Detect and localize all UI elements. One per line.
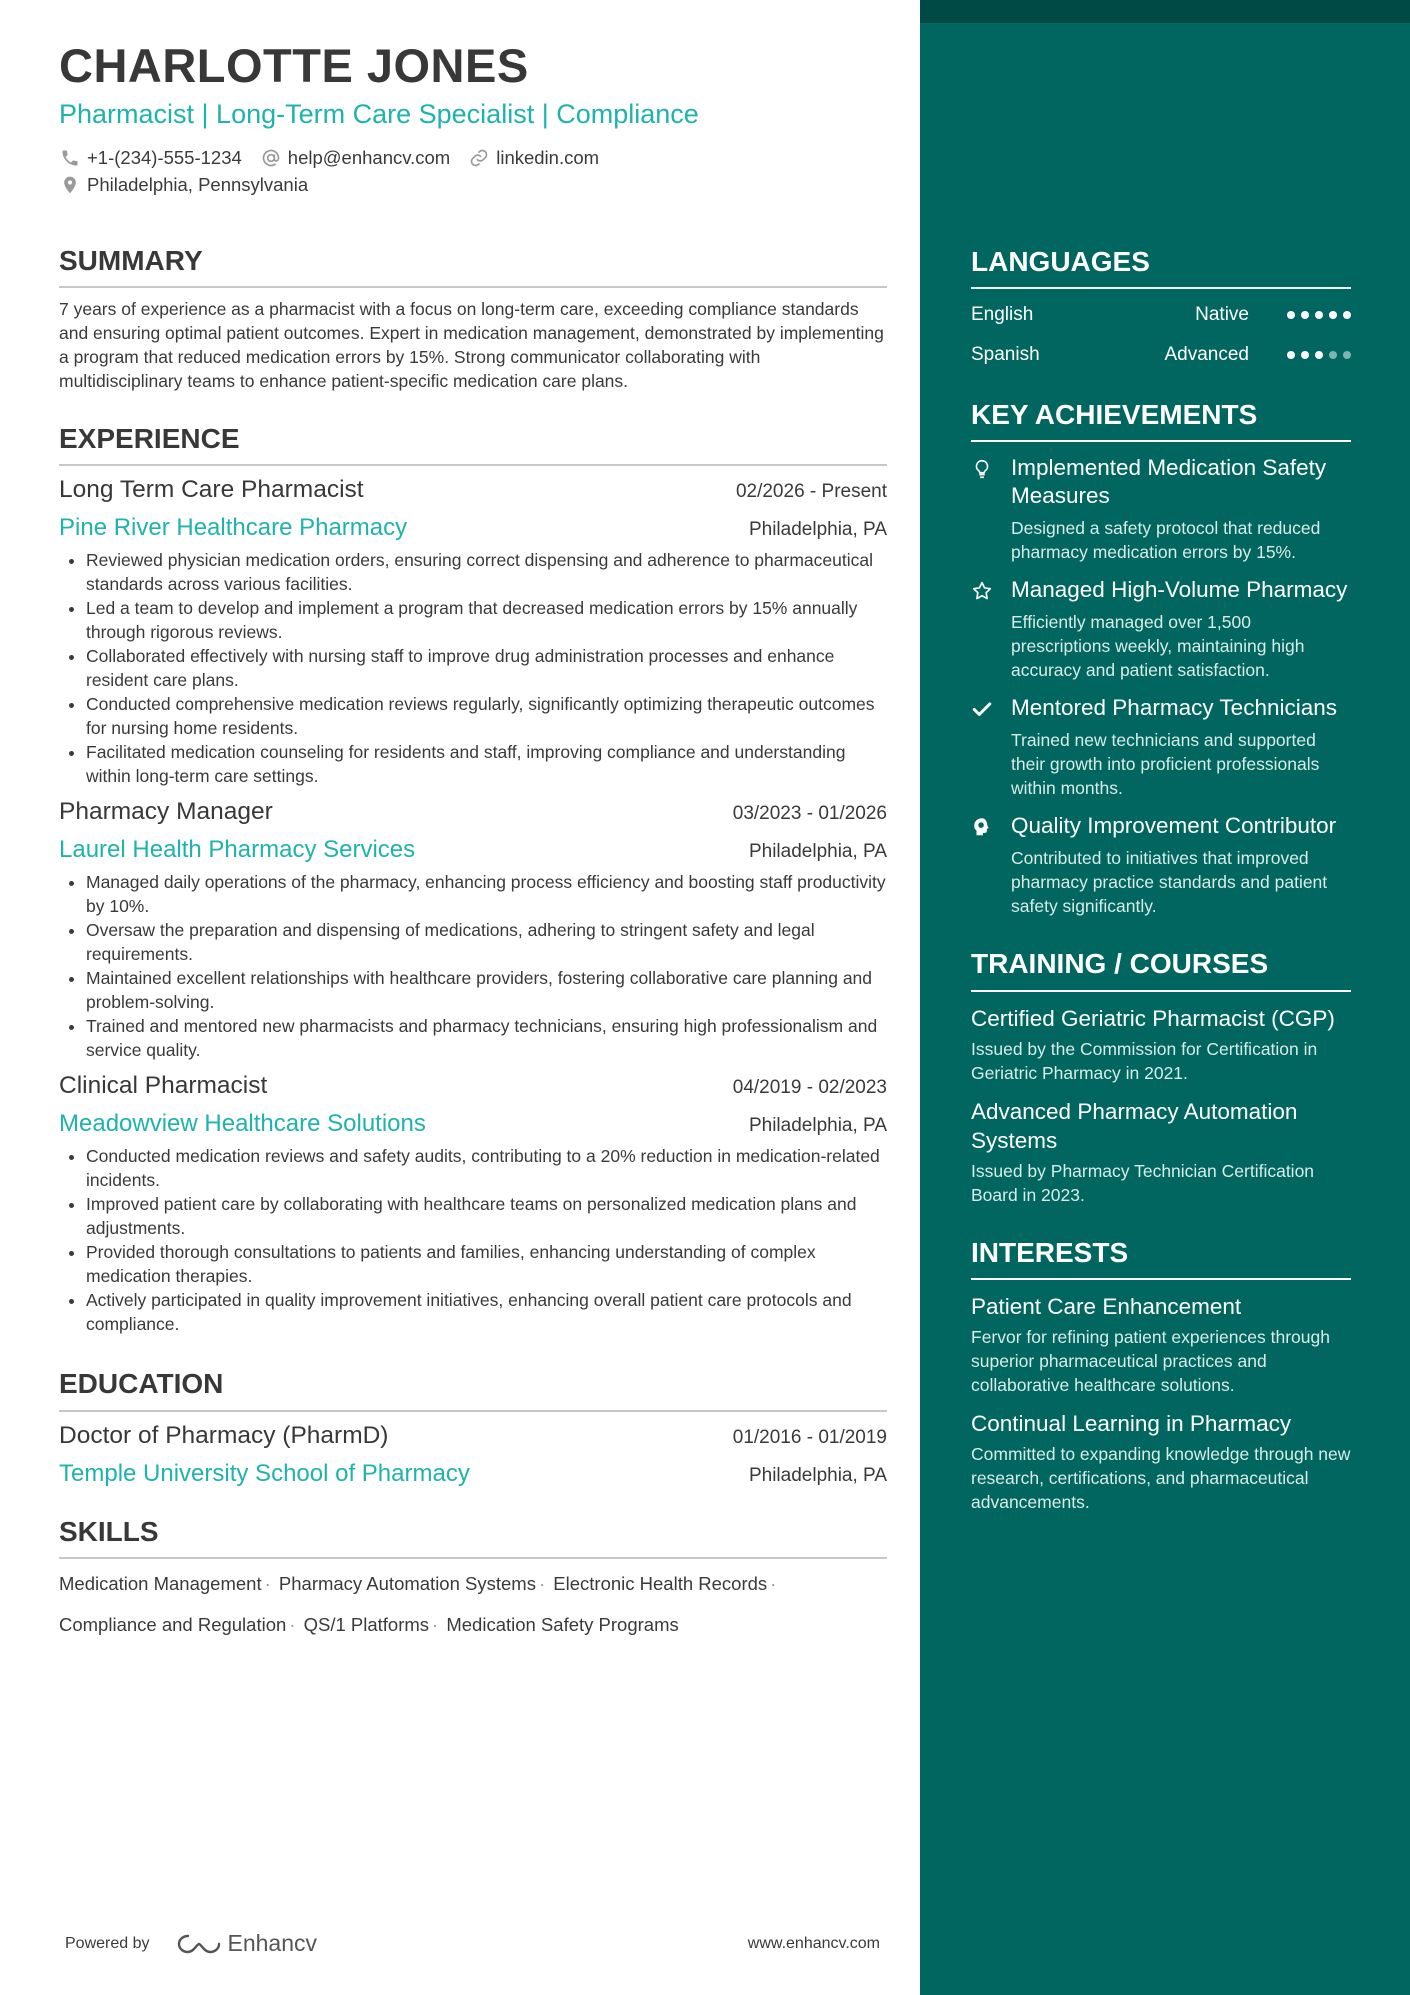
job-location: Philadelphia, PA [748, 519, 887, 541]
brain-icon [971, 812, 1011, 918]
interests-title: INTERESTS [971, 1237, 1351, 1280]
languages-title: LANGUAGES [971, 246, 1351, 289]
skill-item: Medication Management [59, 1572, 262, 1594]
bullet-item: • Maintained excellent relationships with healthcare providers, fostering collaborative care planning and problem-solving. [86, 966, 887, 1014]
language-rating [1281, 351, 1351, 359]
interest-item [971, 1409, 1351, 1514]
achievements-title: KEY ACHIEVEMENTS [971, 399, 1351, 442]
achievement-item [971, 454, 1351, 564]
job-entry [59, 798, 887, 1062]
course-item [971, 1097, 1351, 1207]
experience-title: EXPERIENCE [59, 423, 887, 466]
brand-name: Enhancv [227, 1930, 318, 1956]
bullet-item: • Actively participated in quality improvement initiatives, enhancing overall patient care protocols and compliance. [86, 1288, 887, 1336]
job-date: 02/2026 - Present [735, 481, 887, 503]
powered-by-text: Powered by [65, 1934, 150, 1952]
achievement-item [971, 694, 1351, 800]
interest-desc: Fervor for refining patient experiences through superior pharmaceutical practices and collaborative healthcare solutions. [971, 1326, 1330, 1395]
job-title: Clinical Pharmacist [59, 1072, 268, 1100]
course-title: Advanced Pharmacy Automation Systems [971, 1098, 1298, 1153]
bullet-item: • Reviewed physician medication orders, ensuring correct dispensing and adherence to pharmaceutical standards across various facilities. [86, 548, 887, 596]
job-bullets [59, 1144, 887, 1336]
rating-dot [1287, 311, 1295, 319]
footer [65, 1930, 880, 1957]
achievement-item [971, 576, 1351, 682]
linkedin-text: linkedin.com [496, 146, 600, 168]
education-entry [59, 1422, 887, 1488]
location-text: Philadelphia, Pennsylvania [87, 173, 309, 195]
training-title: TRAINING / COURSES [971, 948, 1351, 991]
course-title: Certified Geriatric Pharmacist (CGP) [971, 1005, 1335, 1031]
bullet-item: • Conducted medication reviews and safety audits, contributing to a 20% reduction in medication-related incidents. [86, 1144, 887, 1192]
location-pin-icon [59, 174, 81, 196]
summary-title: SUMMARY [59, 245, 887, 288]
at-icon [260, 147, 282, 169]
language-level: Native [1195, 304, 1249, 326]
bullet-item: • Improved patient care by collaborating with healthcare teams on personalized medication plans and adjustments. [86, 1192, 887, 1240]
achievement-title: Managed High-Volume Pharmacy [1011, 577, 1348, 603]
link-icon [468, 147, 490, 169]
job-company: Laurel Health Pharmacy Services [59, 836, 416, 864]
course-item [971, 1004, 1351, 1085]
job-title: Pharmacy Manager [59, 798, 273, 826]
degree: Doctor of Pharmacy (PharmD) [59, 1421, 389, 1449]
email-text: help@enhancv.com [287, 146, 451, 168]
job-entry [59, 1072, 887, 1336]
main-column [59, 40, 887, 1645]
skill-item: Medication Safety Programs [446, 1613, 679, 1635]
skill-item: Electronic Health Records [553, 1572, 768, 1594]
bullet-item: • Led a team to develop and implement a program that decreased medication errors by 15% annually through rigorous reviews. [86, 596, 887, 644]
contact-info [59, 144, 887, 198]
skills-section [59, 1516, 887, 1645]
skill-item: QS/1 Platforms [303, 1613, 430, 1635]
job-location: Philadelphia, PA [748, 1115, 887, 1137]
language-rating [1281, 311, 1351, 319]
rating-dot [1343, 351, 1351, 359]
candidate-name: CHARLOTTE JONES [59, 39, 529, 92]
skill-item: Compliance and Regulation [59, 1613, 287, 1635]
bullet-item: • Managed daily operations of the pharmacy, enhancing process efficiency and boosting staff productivity by 10%. [86, 870, 887, 918]
rating-dot [1315, 311, 1323, 319]
skills-title: SKILLS [59, 1516, 887, 1559]
bullet-item: • Facilitated medication counseling for residents and staff, improving compliance and understanding within long-term care settings. [86, 740, 887, 788]
job-date: 03/2023 - 01/2026 [732, 803, 887, 825]
bullet-item: • Collaborated effectively with nursing staff to improve drug administration processes and enhance resident care plans. [86, 644, 887, 692]
brand-logo[interactable] [176, 1930, 318, 1957]
checkmark-icon [971, 694, 1011, 800]
phone-icon [59, 147, 81, 169]
rating-dot [1301, 311, 1309, 319]
rating-dot [1329, 351, 1337, 359]
course-desc: Issued by the Commission for Certification in Geriatric Pharmacy in 2021. [971, 1038, 1318, 1083]
job-bullets [59, 870, 887, 1062]
rating-dot [1287, 351, 1295, 359]
headline: Pharmacist | Long-Term Care Specialist | Compliance [59, 98, 699, 129]
sidebar-top-band [920, 0, 1410, 23]
experience-section [59, 423, 887, 1336]
education-date: 01/2016 - 01/2019 [732, 1426, 887, 1448]
summary-section [59, 245, 887, 393]
language-item [971, 341, 1351, 369]
lightbulb-icon [971, 454, 1011, 564]
job-company: Pine River Healthcare Pharmacy [59, 514, 408, 542]
bullet-item: • Conducted comprehensive medication reviews regularly, significantly optimizing therapeutic outcomes for nursing home residents. [86, 692, 887, 740]
interest-desc: Committed to expanding knowledge through new research, certifications, and pharmaceutical advancements. [971, 1443, 1351, 1512]
education-section [59, 1368, 887, 1487]
job-entry [59, 476, 887, 788]
languages-section [971, 246, 1351, 369]
rating-dot [1301, 351, 1309, 359]
interest-title: Patient Care Enhancement [971, 1293, 1242, 1319]
bullet-item: • Trained and mentored new pharmacists and pharmacy technicians, ensuring high professionalism and service quality. [86, 1014, 887, 1062]
job-location: Philadelphia, PA [748, 841, 887, 863]
bullet-item: • Oversaw the preparation and dispensing of medications, adhering to stringent safety and legal requirements. [86, 918, 887, 966]
training-section [971, 948, 1351, 1206]
email-contact[interactable] [260, 147, 450, 169]
interest-item [971, 1292, 1351, 1397]
language-item [971, 301, 1351, 329]
achievements-section [971, 399, 1351, 918]
sidebar [920, 0, 1410, 1995]
language-level: Advanced [1164, 344, 1249, 366]
enhancv-logo-icon [176, 1932, 222, 1956]
job-company: Meadowview Healthcare Solutions [59, 1110, 426, 1138]
job-date: 04/2019 - 02/2023 [732, 1077, 887, 1099]
location-contact [59, 174, 308, 196]
course-desc: Issued by Pharmacy Technician Certification Board in 2023. [971, 1160, 1315, 1205]
school: Temple University School of Pharmacy [59, 1459, 470, 1487]
education-title: EDUCATION [59, 1368, 887, 1411]
achievement-title: Mentored Pharmacy Technicians [1011, 695, 1337, 721]
achievement-desc: Trained new technicians and supported their growth into proficient professionals within months. [1011, 730, 1320, 799]
phone-text: +1-(234)-555-1234 [87, 146, 242, 168]
linkedin-contact[interactable] [468, 147, 599, 169]
achievement-desc: Efficiently managed over 1,500 prescriptions weekly, maintaining high accuracy and patient satisfaction. [1011, 612, 1305, 681]
skill-item: Pharmacy Automation Systems [278, 1572, 536, 1594]
skills-list: Medication Management · Pharmacy Automation Systems · Electronic Health Records · Compliance and Regulation · QS/1 Platforms · Medication Safety Programs [59, 1572, 777, 1635]
summary-text: 7 years of experience as a pharmacist with a focus on long-term care, exceeding compliance standards and ensuring optimal patient outcomes. Expert in medication management, demonstrated by implementing a program that reduced medication errors by 15%. Strong communicator collaborating with multidisciplinary teams to enhance patient-specific medication care plans. [59, 299, 884, 392]
interest-title: Continual Learning in Pharmacy [971, 1410, 1292, 1436]
achievement-title: Quality Improvement Contributor [1011, 813, 1337, 839]
interests-section [971, 1237, 1351, 1514]
achievement-item [971, 812, 1351, 918]
star-icon [971, 576, 1011, 682]
rating-dot [1343, 311, 1351, 319]
achievement-desc: Designed a safety protocol that reduced pharmacy medication errors by 15%. [1011, 518, 1321, 563]
phone-contact[interactable] [59, 147, 242, 169]
rating-dot [1329, 311, 1337, 319]
achievement-title: Implemented Medication Safety Measures [1011, 455, 1327, 509]
language-name: Spanish [971, 344, 1040, 366]
job-title: Long Term Care Pharmacist [59, 476, 364, 504]
bullet-item: • Provided thorough consultations to patients and families, enhancing understanding of complex medication therapies. [86, 1240, 887, 1288]
rating-dot [1315, 351, 1323, 359]
education-location: Philadelphia, PA [748, 1464, 887, 1486]
job-bullets [59, 548, 887, 788]
language-name: English [971, 304, 1034, 326]
footer-url[interactable]: www.enhancv.com [747, 1934, 880, 1952]
achievement-desc: Contributed to initiatives that improved pharmacy practice standards and patient safety significantly. [1011, 848, 1328, 917]
